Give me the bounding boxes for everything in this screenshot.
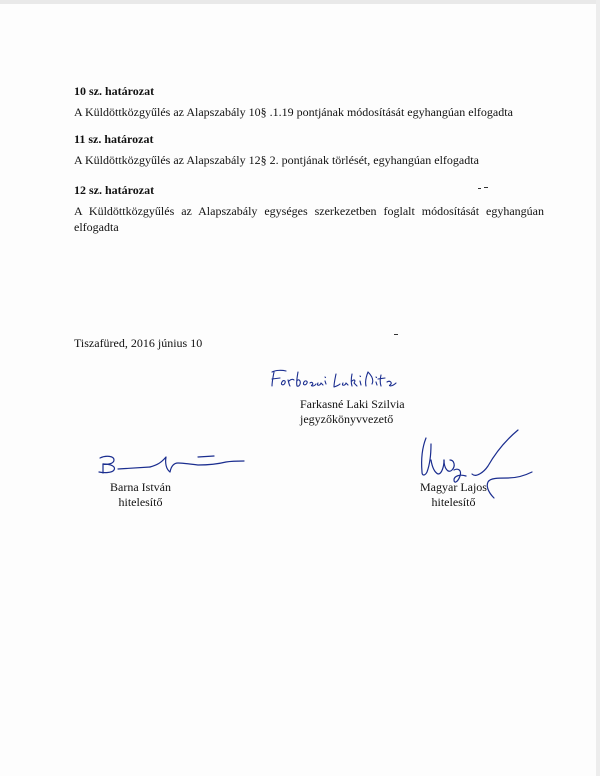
scan-edge-right	[596, 0, 600, 776]
right-signer	[420, 480, 487, 510]
left-signature	[94, 445, 254, 480]
resolution-title: 11 sz. határozat	[74, 132, 154, 146]
place-and-date: Tiszafüred, 2016 június 10	[74, 336, 203, 350]
signer-role: hitelesítő	[431, 495, 476, 509]
recorder-signature	[268, 364, 408, 392]
signer-name: Magyar Lajos	[420, 480, 487, 494]
signer-role: hitelesítő	[118, 495, 163, 509]
scan-edge-top	[0, 0, 600, 4]
resolution-11	[74, 132, 544, 168]
resolution-10	[74, 84, 544, 120]
resolution-text: A Küldöttközgyűlés az Alapszabály egységes szerkezetben foglalt módosítását egyhangúan elfogadta	[74, 204, 544, 234]
scan-speck	[394, 334, 398, 335]
scan-speck	[478, 188, 481, 189]
resolution-text: A Küldöttközgyűlés az Alapszabály 10§ .1.19 pontjának módosítását egyhangúan elfogadta	[74, 105, 513, 119]
signer-role: jegyzőkönyvvezető	[300, 412, 394, 426]
signer-name: Farkasné Laki Szilvia	[300, 397, 405, 411]
recorder-signer	[300, 397, 405, 427]
resolution-title: 12 sz. határozat	[74, 183, 155, 197]
resolution-title: 10 sz. határozat	[74, 84, 155, 98]
left-signer	[110, 480, 171, 510]
resolution-12	[74, 183, 544, 235]
resolution-text: A Küldöttközgyűlés az Alapszabály 12§ 2. pontjának törlését, egyhangúan elfogadta	[74, 153, 479, 167]
scan-speck	[484, 187, 488, 188]
signer-name: Barna István	[110, 480, 171, 494]
